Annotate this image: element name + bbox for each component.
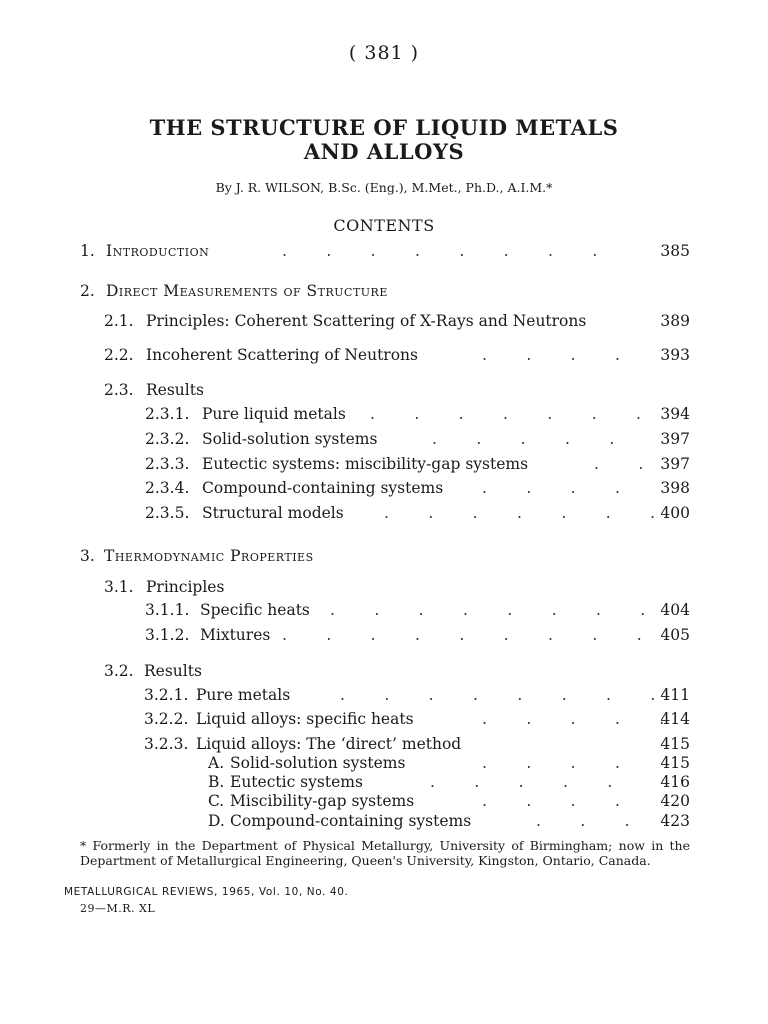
- toc-number: 3.2.3.: [144, 735, 189, 753]
- leader-dots: . . . . . . . .: [282, 242, 598, 260]
- toc-number: 2.3.4.: [145, 479, 190, 497]
- toc-number: 2.: [80, 282, 95, 300]
- author-footnote: * Formerly in the Department of Physical Metallurgy, University of Birmingham; now in the Department of Metallurgical Engineering, Queen's University, Kingston, Ontario, Canada.: [80, 838, 690, 868]
- leader-dots: . . . .: [482, 754, 620, 772]
- toc-number: A.: [208, 754, 225, 772]
- toc-label: Specific heats: [200, 601, 310, 619]
- toc-page: 394: [660, 405, 690, 423]
- toc-label: Solid-solution systems: [230, 754, 406, 772]
- toc-page: 385: [660, 242, 690, 260]
- toc-number: 2.2.: [104, 346, 134, 364]
- toc-number: B.: [208, 773, 225, 791]
- toc-number: 2.1.: [104, 312, 134, 330]
- toc-label: Results: [146, 381, 204, 399]
- toc-page: 423: [660, 812, 690, 830]
- toc-label: Mixtures: [200, 626, 271, 644]
- toc-number: 3.2.: [104, 662, 134, 680]
- leader-dots: . . . . . . .: [370, 405, 641, 423]
- toc-page: 393: [660, 346, 690, 364]
- toc-entry-specific-heats: [0, 599, 768, 621]
- toc-page: 397: [660, 455, 690, 473]
- toc-label: Principles: Coherent Scattering of X-Rays and Neutrons: [146, 312, 587, 330]
- toc-page: 397: [660, 430, 690, 448]
- toc-number: 3.: [80, 547, 95, 565]
- leader-dots: . . . . .: [482, 710, 665, 728]
- toc-entry-pure-metals: [0, 684, 768, 706]
- toc-page: 411: [660, 686, 690, 704]
- toc-entry-principles-3-1: [0, 576, 768, 598]
- toc-label: Pure liquid metals: [202, 405, 346, 423]
- toc-entry-structural-models: [0, 502, 768, 524]
- toc-page: 389: [660, 312, 690, 330]
- toc-number: 3.1.: [104, 578, 134, 596]
- toc-entry-d-compound-containing: [0, 810, 768, 832]
- toc-entry-principles-coherent: [0, 310, 768, 332]
- toc-label: Compound-containing systems: [230, 812, 472, 830]
- leader-dots: . . . . . . . .: [340, 686, 656, 704]
- page-number: ( 381 ): [348, 42, 420, 64]
- toc-number: 2.3.5.: [145, 504, 190, 522]
- toc-entry-incoherent-scattering: [0, 344, 768, 366]
- toc-label: Incoherent Scattering of Neutrons: [146, 346, 418, 364]
- toc-entry-direct-measurements: [0, 280, 768, 302]
- toc-number: 3.2.1.: [144, 686, 189, 704]
- toc-label: Principles: [146, 578, 225, 596]
- leader-dots: . . . .: [482, 792, 620, 810]
- toc-entry-eutectic-miscibility: [0, 453, 768, 475]
- toc-label: Pure metals: [196, 686, 291, 704]
- toc-page: 404: [660, 601, 690, 619]
- toc-entry-results-3-2: [0, 660, 768, 682]
- toc-entry-liquid-alloys-specific-heats: [0, 708, 768, 730]
- leader-dots: . . . . .: [432, 430, 615, 448]
- signature-mark: 29—M.R. XL: [80, 902, 156, 915]
- journal-citation: METALLURGICAL REVIEWS, 1965, Vol. 10, No. 40.: [64, 886, 349, 898]
- toc-number: 2.3.2.: [145, 430, 190, 448]
- toc-label: Results: [144, 662, 202, 680]
- toc-number: 3.1.2.: [145, 626, 190, 644]
- title-line-2: AND ALLOYS: [303, 139, 465, 164]
- leader-dots: . .: [594, 455, 644, 473]
- toc-page: 415: [660, 735, 690, 753]
- author-byline: By J. R. WILSON, B.Sc. (Eng.), M.Met., Ph.D., A.I.M.*: [215, 180, 553, 195]
- toc-label: Direct Measurements of Structure: [106, 282, 388, 300]
- toc-number: 3.2.2.: [144, 710, 189, 728]
- toc-number: 2.3.: [104, 381, 134, 399]
- toc-page: 405: [660, 626, 690, 644]
- toc-entry-mixtures: [0, 624, 768, 646]
- toc-page: 416: [660, 773, 690, 791]
- toc-number: D.: [208, 812, 225, 830]
- toc-page: 414: [660, 710, 690, 728]
- toc-number: 1.: [80, 242, 95, 260]
- toc-label: Eutectic systems: [230, 773, 363, 791]
- toc-entry-thermodynamic-properties: [0, 545, 768, 567]
- contents-heading: CONTENTS: [333, 216, 435, 235]
- leader-dots: . . . . . . . .: [330, 601, 646, 619]
- toc-page: 400: [660, 504, 690, 522]
- article-title: [0, 116, 768, 164]
- toc-label: Liquid alloys: specific heats: [196, 710, 414, 728]
- toc-label: Liquid alloys: The ‘direct’ method: [196, 735, 462, 753]
- toc-entry-c-miscibility-gap: [0, 790, 768, 812]
- toc-entry-results-2-3: [0, 379, 768, 401]
- toc-label: Introduction: [106, 242, 210, 260]
- toc-label: Solid-solution systems: [202, 430, 378, 448]
- toc-page: 420: [660, 792, 690, 810]
- toc-label: Eutectic systems: miscibility-gap systems: [202, 455, 529, 473]
- leader-dots: . . .: [536, 812, 630, 830]
- toc-page: 415: [660, 754, 690, 772]
- toc-number: 2.3.3.: [145, 455, 190, 473]
- leader-dots: . . . . . . . . .: [282, 626, 642, 644]
- toc-label: Thermodynamic Properties: [104, 547, 314, 565]
- toc-label: Compound-containing systems: [202, 479, 444, 497]
- toc-number: 3.1.1.: [145, 601, 190, 619]
- leader-dots: . . . .: [482, 479, 620, 497]
- toc-number: C.: [208, 792, 225, 810]
- toc-entry-introduction: [0, 240, 768, 262]
- leader-dots: . . . .: [482, 346, 620, 364]
- toc-entry-solid-solution-systems: [0, 428, 768, 450]
- leader-dots: . . . . .: [430, 773, 613, 791]
- toc-label: Miscibility-gap systems: [230, 792, 415, 810]
- toc-label: Structural models: [202, 504, 344, 522]
- toc-entry-pure-liquid-metals: [0, 403, 768, 425]
- toc-number: 2.3.1.: [145, 405, 190, 423]
- toc-page: 398: [660, 479, 690, 497]
- title-line-1: THE STRUCTURE OF LIQUID METALS: [149, 115, 619, 140]
- leader-dots: . . . . . . .: [384, 504, 655, 522]
- toc-entry-compound-containing: [0, 477, 768, 499]
